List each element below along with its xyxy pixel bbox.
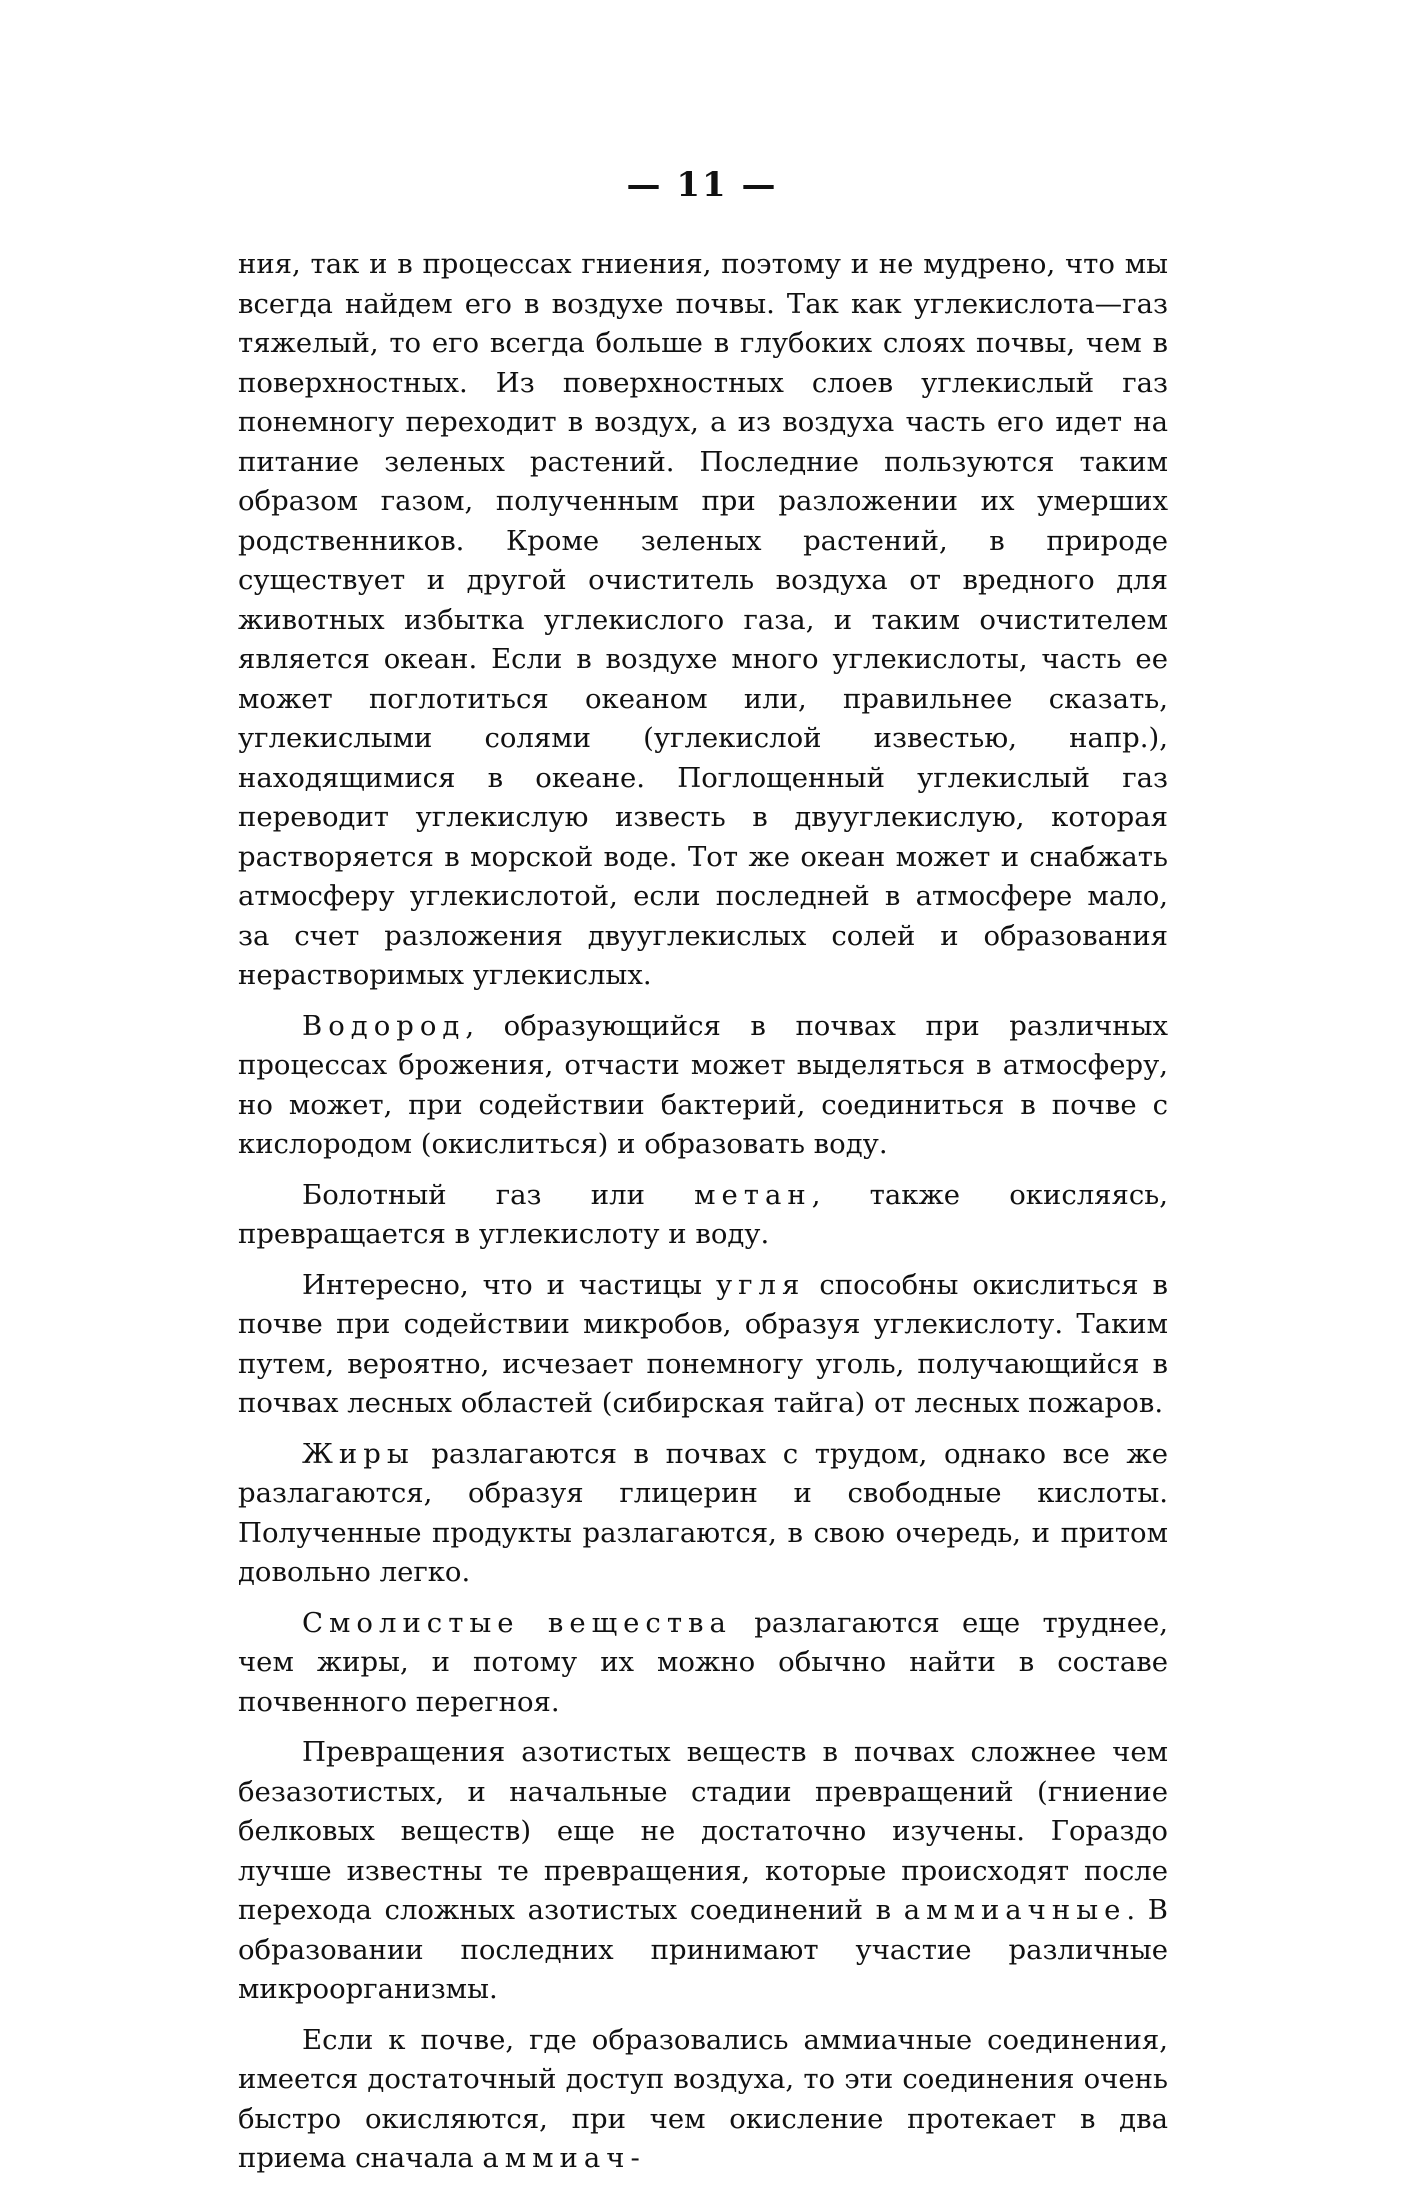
paragraph-nitrogen — [238, 1733, 1168, 2010]
paragraph-resins — [238, 1604, 1168, 1723]
spaced-term-hydrogen: Водород — [302, 1009, 466, 1042]
body-text — [238, 245, 1168, 2190]
paragraph-text: , образующийся в почвах при различных процессах брожения, отчасти может выделяться в атмосферу, но может, при содействии бактерий, соединиться в почве с кислородом (окислиться) и образовать воду. — [238, 1009, 1168, 1160]
paragraph-text: разлагаются еще труднее, чем жиры, и потому их можно обычно найти в составе почвенного перегноя. — [238, 1606, 1168, 1718]
paragraph-oxidation — [238, 2021, 1168, 2179]
spaced-term-ammonia: аммиачные — [903, 1894, 1127, 1926]
spaced-term-ammonia-hyphen: аммиач- — [482, 2142, 646, 2174]
paragraph-coal — [238, 1266, 1168, 1424]
spaced-term-methane: метан — [694, 1178, 812, 1211]
spaced-term-resins: Смолистые вещества — [302, 1606, 732, 1639]
paragraph-text: ния, так и в процессах гниения, поэтому и не мудрено, что мы всегда найдем его в воздухе почвы. Так как углекислота—газ тяжелый, то его всегда больше в глубоких слоях почвы, чем в поверхностных. Из поверхностных слоев углекислый газ понемногу переходит в воздух, а из воздуха часть его идет на питание зеленых растений. Последние пользуются таким образом газом, полученным при разложении их умерших родственников. Кроме зеленых растений, в природе существует и другой очиститель воздуха от вредного для животных избытка углекислого газа, и таким очистителем является океан. Если в воздухе много углекислоты, часть ее может поглотиться океаном или, правильнее сказать, углекислыми солями (углекислой известью, напр.), находящимися в океане. Поглощенный углекислый газ переводит углекислую известь в двууглекислую, которая растворяется в морской воде. Тот же океан может и снабжать атмосферу углекислотой, если последней в атмосфере мало, за счет разложения двууглекислых солей и образования нерастворимых углекислых. — [238, 248, 1168, 991]
paragraph-carbon-dioxide — [238, 245, 1168, 996]
paragraph-methane — [238, 1176, 1168, 1255]
spaced-term-fats: Жиры — [302, 1437, 415, 1470]
paragraph-hydrogen — [238, 1007, 1168, 1165]
spaced-term-coal: угля — [715, 1268, 806, 1301]
paragraph-text: Если к почве, где образовались аммиачные соединения, имеется достаточный доступ воздуха, то эти соединения очень быстро окисляются, при чем окисление протекает в два приема сначала — [238, 2023, 1168, 2174]
paragraph-text: . В образовании последних принимают участие различные микроорганизмы. — [238, 1894, 1168, 2005]
page-number: — 11 — — [626, 165, 778, 205]
paragraph-fats — [238, 1435, 1168, 1593]
paragraph-text: , также окисляясь, превращается в углекислоту и воду. — [238, 1178, 1168, 1250]
paragraph-text: разлагаются в почвах с трудом, однако все же разлагаются, образуя глицерин и свободные кислоты. Полученные продукты разлагаются, в свою очередь, и притом довольно легко. — [238, 1437, 1168, 1588]
paragraph-text: Интересно, что и частицы — [302, 1268, 716, 1301]
paragraph-text: способны окислиться в почве при содействии микробов, образуя углекислоту. Таким путем, вероятно, исчезает понемногу уголь, получающийся в почвах лесных областей (сибирская тайга) от лесных пожаров. — [238, 1268, 1169, 1419]
paragraph-text: Превращения азотистых веществ в почвах сложнее чем безазотистых, и начальные стадии превращений (гниение белковых веществ) еще не достаточно изучены. Гораздо лучше известны те превращения, которые происходят после перехода сложных азотистых соединений в — [238, 1736, 1168, 1926]
paragraph-text: Болотный газ или — [302, 1178, 695, 1211]
